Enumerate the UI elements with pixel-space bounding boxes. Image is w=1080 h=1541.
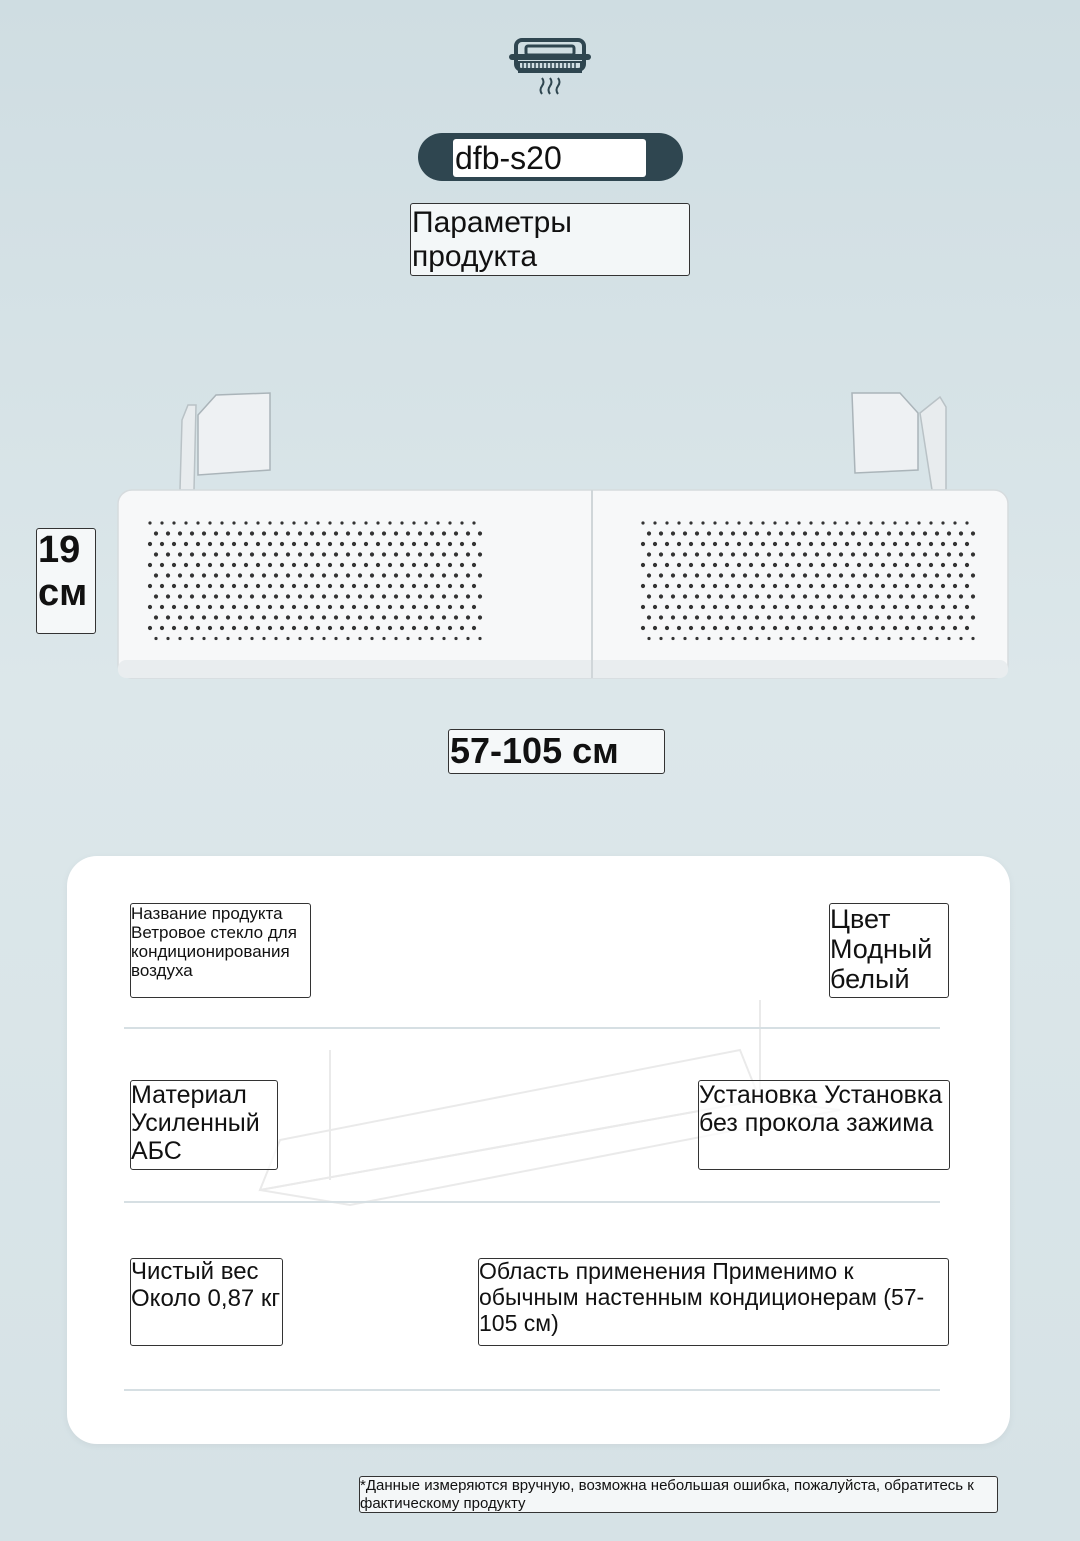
air-conditioner-icon xyxy=(505,36,595,108)
page-title: Параметры продукта xyxy=(410,203,690,276)
model-label: dfb-s20 xyxy=(453,139,646,177)
footnote: *Данные измеряются вручную, возможна небольшая ошибка, пожалуйста, обратитесь к фактическому продукту xyxy=(359,1476,998,1513)
spec-product-name: Название продукта Ветровое стекло для кондиционирования воздуха xyxy=(130,903,311,998)
spec-installation: Установка Установка без прокола зажима xyxy=(698,1080,950,1170)
spec-material: Материал Усиленный АБС xyxy=(130,1080,278,1170)
divider xyxy=(124,1201,940,1203)
spec-color: Цвет Модный белый xyxy=(829,903,949,998)
divider xyxy=(124,1027,940,1029)
height-label: 19 см xyxy=(36,528,96,634)
product-image xyxy=(110,385,1020,695)
spec-weight: Чистый вес Около 0,87 кг xyxy=(130,1258,283,1346)
width-label: 57-105 см xyxy=(448,729,665,774)
spec-scope: Область применения Применимо к обычным настенным кондиционерам (57-105 см) xyxy=(478,1258,949,1346)
divider xyxy=(124,1389,940,1391)
